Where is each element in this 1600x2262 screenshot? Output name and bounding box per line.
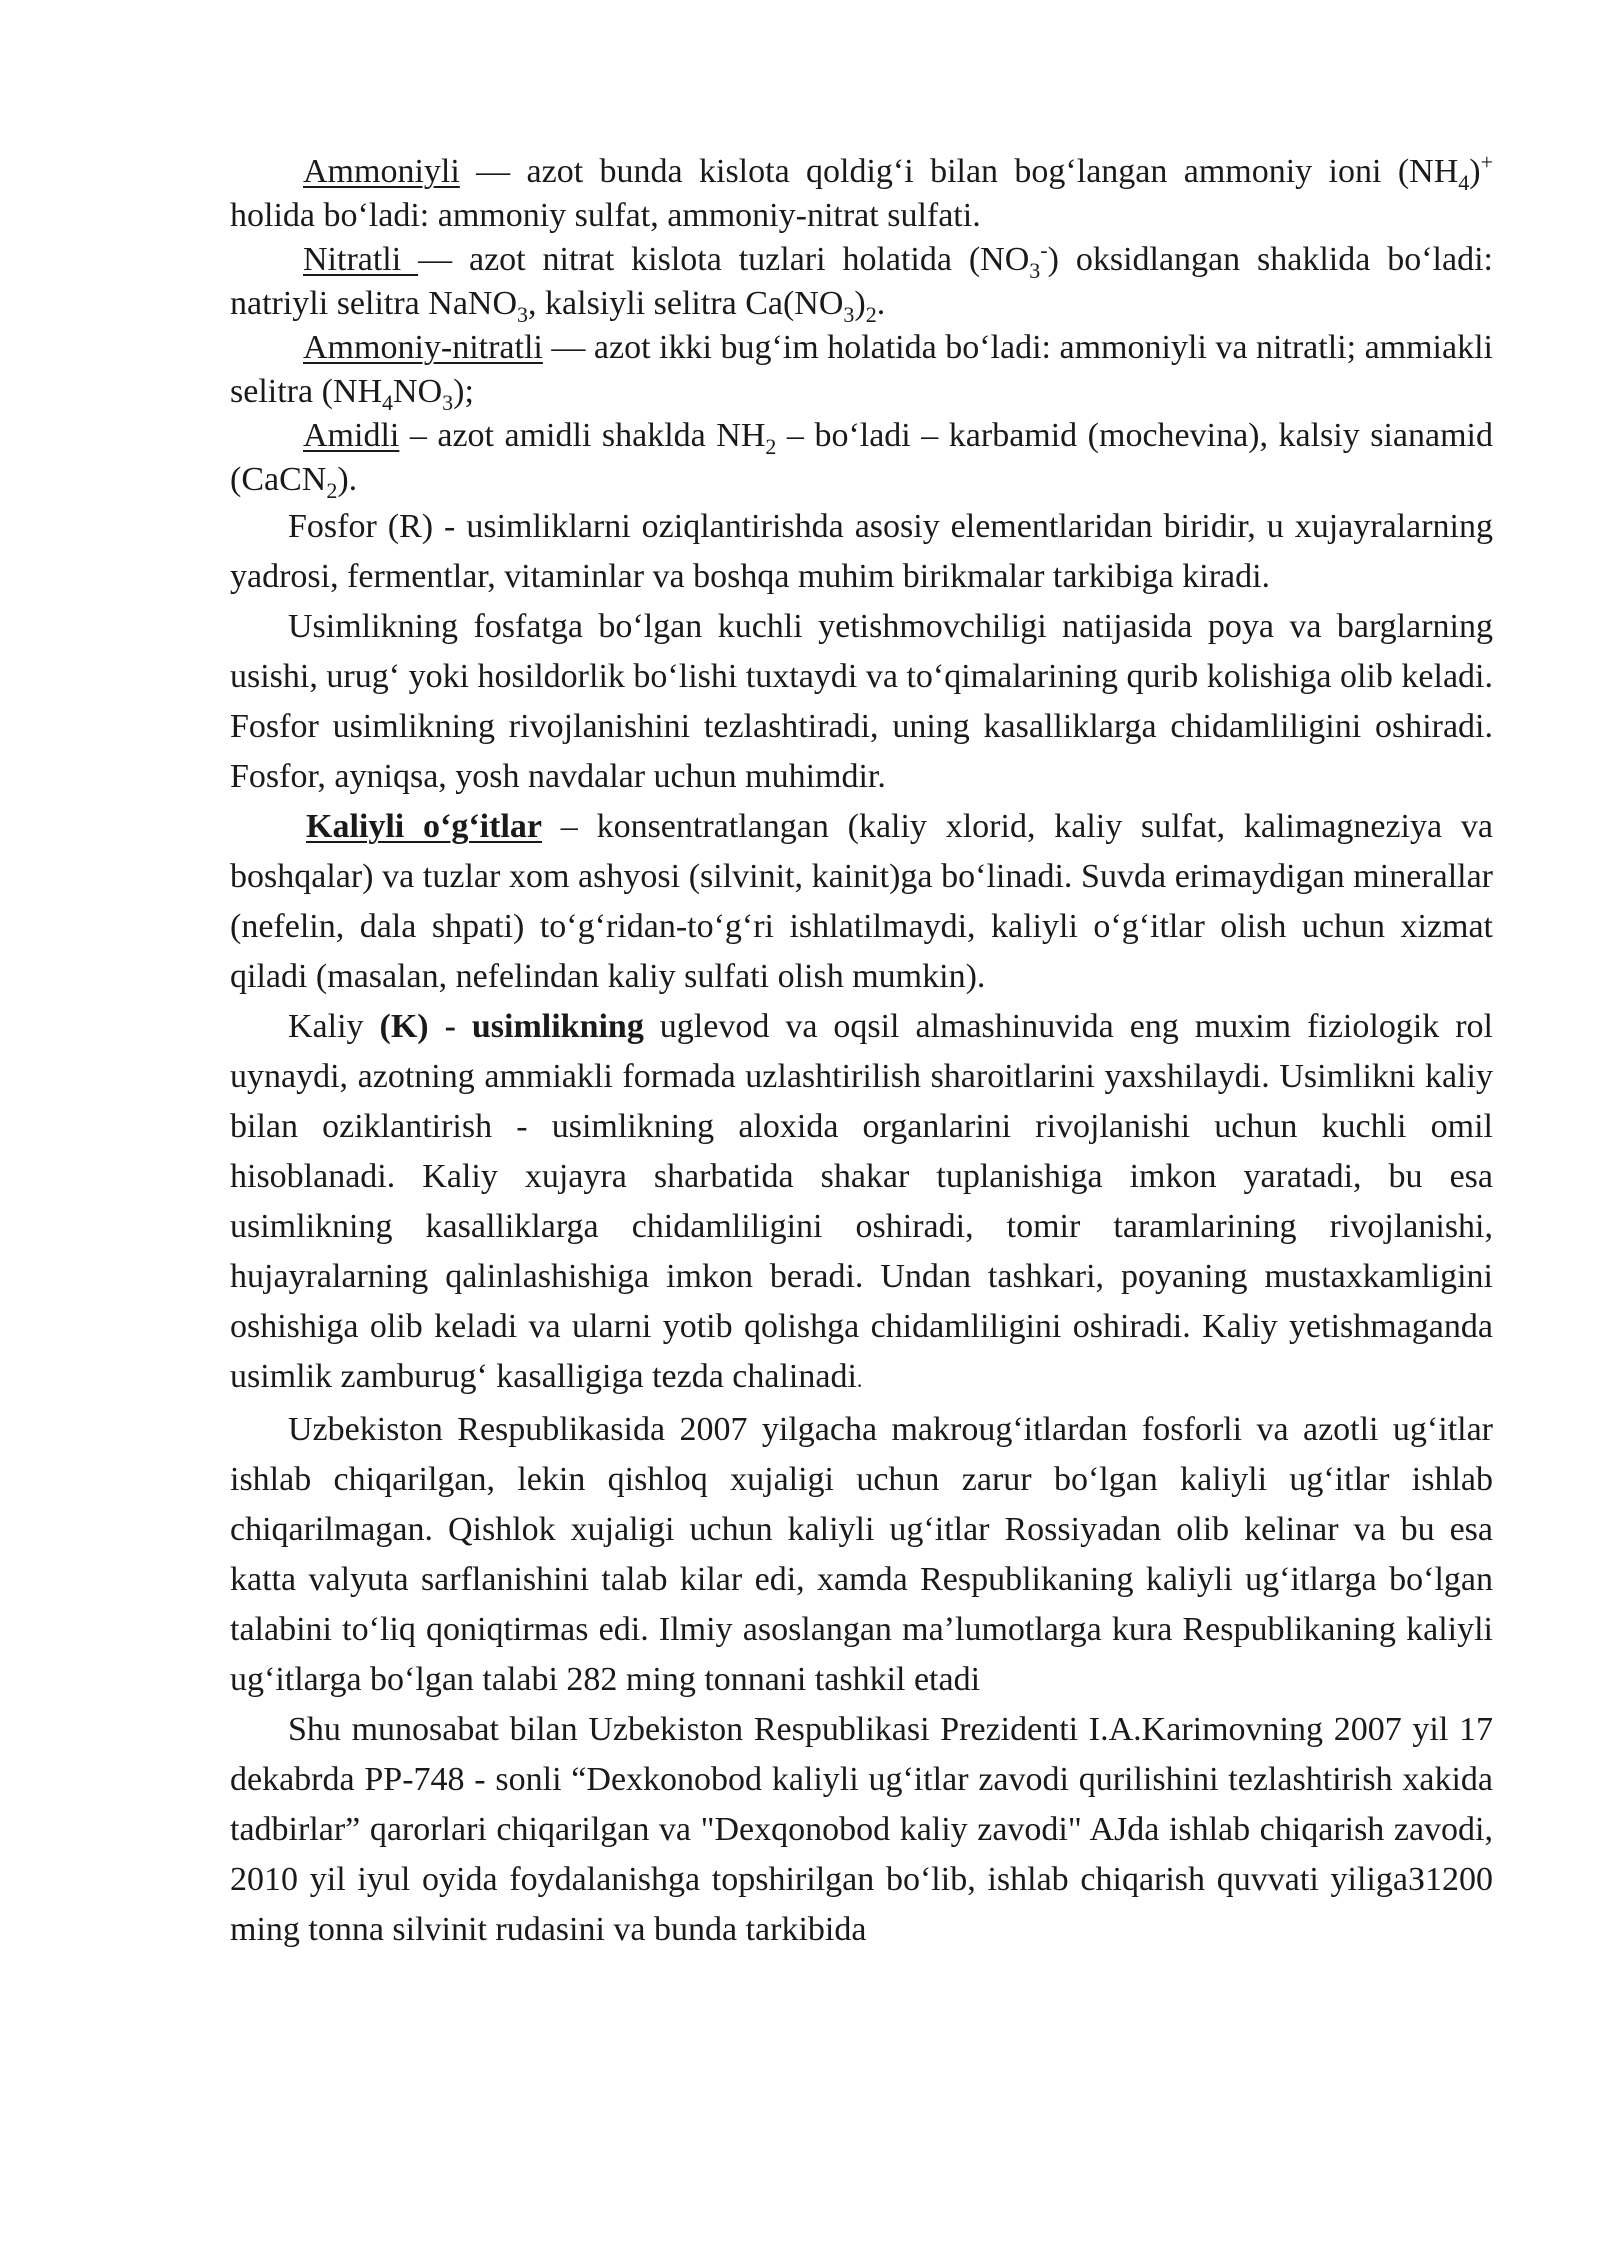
term-ammoniy-nitratli: Ammoniy-nitratli [303,329,543,366]
subscript: 3 [442,389,454,415]
text: uglevod va oqsil almashinuvida eng muxim fiziologik rol uynaydi, azotning ammiakli formada uzlashtirilish sharoitlarini yaxshilaydi. Usimlikni kaliy bilan oziklantirish - usimlikning aloxida organlarini rivojlanishi uchun kuchli omil hisoblanadi. Kaliy xujayra sharbatida shakar tuplanishiga imkon yaratadi, bu esa usimlikning kasalliklarga chidamliligini oshiradi, tomir taramlarining rivojlanishi, hujayralarning qalinlashishiga imkon beradi. Undan tashkari, poyaning mustaxkamligini oshishiga olib keladi va ularni yotib qolishga chidamliligini oshiradi. Kaliy yetishmaganda usimlik zamburugʻ kasalligiga tezda chalinadi [230,1008,1494,1395]
paragraph-kaliy [230,1002,1493,1405]
text: ) [1469,153,1481,190]
document-page [230,150,1493,1955]
term-amidli: Amidli [303,417,400,454]
text: holida boʻladi: ammoniy sulfat, ammoniy-nitrat sulfati. [230,197,981,234]
paragraph-ammoniyli [230,150,1493,238]
text: – boʻladi – karbamid (mochevina), kalsiy sianamid (CaCN [230,417,1493,498]
superscript: + [1480,149,1493,175]
term-nitratli: Nitratli [303,241,419,278]
paragraph-nitratli [230,238,1493,326]
subscript: 4 [382,389,394,415]
subscript: 3 [517,301,529,327]
subscript: 2 [326,477,338,503]
subscript: 4 [1458,169,1470,195]
superscript: - [1040,237,1048,263]
bold-text: (K) - usimlikning [379,1008,644,1045]
subscript: 2 [765,433,777,459]
paragraph-kaliyli [230,802,1493,1002]
paragraph-usimlikning [230,602,1493,802]
text: ); [453,373,474,410]
text: – konsentratlangan (kaliy xlorid, kaliy sulfat, kalimagneziya va boshqalar) va tuzlar xom ashyosi (silvinit, kainit)ga boʻlinadi. Suvda erimaydigan minerallar (nefelin, dala shpati) toʻgʻridan-toʻgʻri ishlatilmaydi, kaliyli oʻgʻitlar olish uchun xizmat qiladi (masalan, nefelindan kaliy sulfati olish mumkin). [230,808,1493,995]
text: Uzbekiston Respublikasida 2007 yilgacha makrougʻitlardan fosforli va azotli ugʻitlar ishlab chiqarilgan, lekin qishloq xujaligi uchun zarur boʻlgan kaliyli ugʻitlar ishlab chiqarilmagan. Qishlok xujaligi uchun kaliyli ugʻitlar Rossiyadan olib kelinar va bu esa katta valyuta sarflanishini talab kilar edi, xamda Respublikaning kaliyli ugʻitlarga boʻlgan talabini toʻliq qoniqtirmas edi. Ilmiy asoslangan maʼlumotlarga kura Respublikaning kaliyli ugʻitlarga boʻlgan talabi 282 ming tonnani tashkil etadi [230,1411,1493,1698]
term-ammoniyli: Ammoniyli [303,153,460,190]
paragraph-shu [230,1705,1493,1955]
text: — azot bunda kislota qoldigʻi bilan bogʻlangan ammoniy ioni (NH [459,153,1459,190]
text: – azot amidli shaklda NH [399,417,766,454]
text: . [856,1367,863,1392]
subscript: 2 [865,301,877,327]
paragraph-ammoniy-nitratli [230,326,1493,414]
text: , kalsiyli selitra Ca(NO [528,285,844,322]
text: Shu munosabat bilan Uzbekiston Respublikasi Prezidenti I.A.Karimovning 2007 yil 17 dekabrda PP-748 - sonli “Dexkonobod kaliyli ugʻitlar zavodi qurilishini tezlashtirish xakida tadbirlar” qarorlari chiqarilgan va "Dexqonobod kaliy zavodi" AJda ishlab chiqarish zavodi, 2010 yil iyul oyida foydalanishga topshirilgan boʻlib, ishlab chiqarish quvvati yiligaЗ1200 ming tonna silvinit rudasini va bunda tarkibida [230,1711,1493,1948]
paragraph-amidli [230,414,1493,502]
subscript: 3 [843,301,855,327]
paragraph-fosfor [230,502,1493,602]
term-kaliyli: Kaliyli oʻgʻitlar [306,808,542,845]
paragraph-uzbekiston [230,1405,1493,1705]
text: ) [854,285,866,322]
text: ). [337,461,358,498]
text: ) oksidlangan shaklida boʻladi: natriyli selitra NaNO [230,241,1493,322]
text: Usimlikning fosfatga boʻlgan kuchli yetishmovchiligi natijasida poya va barglarning usishi, urugʻ yoki hosildorlik boʻlishi tuxtaydi va toʻqimalarining qurib kolishiga olib keladi. Fosfor usimlikning rivojlanishini tezlashtiradi, uning kasalliklarga chidamliligini oshiradi. Fosfor, ayniqsa, yosh navdalar uchun muhimdir. [230,608,1493,795]
text: — azot ikki bugʻim holatida boʻladi: ammoniyli va nitratli; ammiakli selitra (NH [230,329,1493,410]
text: — azot nitrat kislota tuzlari holatida (NO [418,241,1030,278]
text: . [876,285,886,322]
text: NO [393,373,443,410]
subscript: 3 [1029,257,1041,283]
text: Fosfor (R) - usimliklarni oziqlantirishda asosiy elementlaridan biridir, u xujayralarning yadrosi, fermentlar, vitaminlar va boshqa muhim birikmalar tarkibiga kiradi. [230,508,1493,595]
text: Kaliy [288,1008,380,1045]
